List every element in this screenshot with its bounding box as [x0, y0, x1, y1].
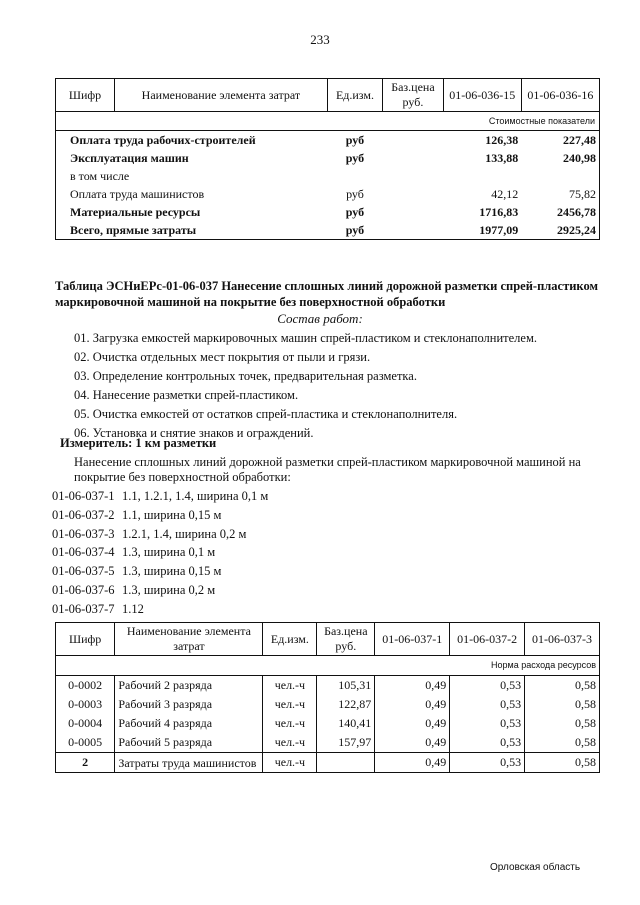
header-unit: Ед.изм.	[327, 79, 382, 112]
table-row	[56, 753, 600, 773]
resource-table	[55, 622, 600, 773]
header-price: Баз.цена руб.	[383, 79, 444, 112]
row-code: 0-0005	[56, 733, 115, 753]
row-value-1: 1977,09	[443, 221, 521, 240]
table-row	[56, 131, 600, 150]
row-value-1: 1716,83	[479, 205, 519, 219]
list-item	[52, 562, 268, 581]
row-unit: чел.-ч	[263, 695, 317, 714]
list-item: 02. Очистка отдельных мест покрытия от пыли и грязи.	[74, 350, 371, 364]
row-value-1: 0,49	[375, 753, 450, 773]
code-text: 1.1, 1.2.1, 1.4, ширина 0,1 м	[122, 489, 269, 503]
row-value-2: 0,53	[450, 676, 525, 696]
header-code: Шифр	[56, 79, 115, 112]
row-unit: чел.-ч	[263, 753, 317, 773]
row-value-2: 240,98	[521, 149, 599, 167]
row-value-2: 2925,24	[521, 221, 599, 240]
row-code: 0-0004	[56, 714, 115, 733]
row-unit: руб	[327, 221, 382, 240]
resource-table-note: Норма расхода ресурсов	[56, 656, 600, 676]
list-item	[52, 543, 268, 562]
header-name: Наименование элемента затрат	[115, 623, 263, 656]
table-row	[56, 676, 600, 696]
row-unit: руб	[345, 151, 365, 165]
section-title: Таблица ЭСНиЕРс-01-06-037 Нанесение сплошных линий дорожной разметки спрей-пластиком маркировочной машиной на покрытие без поверхностной обработки	[55, 279, 598, 309]
code-text: 1.3, ширина 0,1 м	[122, 545, 216, 560]
row-name: Оплата труда машинистов	[56, 185, 328, 203]
row-value-3: 0,58	[525, 676, 600, 696]
code-id: 01-06-037-2	[52, 507, 115, 522]
row-name: в том числе	[56, 167, 328, 185]
code-id: 01-06-037-6	[52, 582, 115, 597]
row-value-1: 0,49	[375, 695, 450, 714]
row-name: Оплата труда рабочих-строителей	[56, 131, 328, 150]
resource-table-note-row	[56, 656, 600, 676]
header-col2: 01-06-036-16	[521, 79, 599, 112]
list-item: 06. Установка и снятие знаков и ограждений.	[74, 426, 314, 440]
list-item	[52, 506, 268, 525]
code-id: 01-06-037-3	[52, 526, 115, 541]
list-item	[52, 525, 268, 544]
row-code: 2	[56, 753, 115, 773]
table-row	[56, 203, 600, 221]
code-text: 1.12	[122, 601, 144, 616]
row-name: Рабочий 5 разряда	[115, 733, 263, 753]
row-value-1	[443, 167, 521, 185]
header-unit: Ед.изм.	[263, 623, 317, 656]
cost-table-header	[56, 79, 600, 112]
code-id: 01-06-037-7	[52, 601, 115, 616]
code-text: 1.2.1, 1.4, ширина 0,2 м	[122, 526, 247, 541]
row-unit: чел.-ч	[263, 733, 317, 753]
row-value-3: 0,58	[525, 733, 600, 753]
row-value-1: 0,49	[375, 733, 450, 753]
list-item	[52, 581, 268, 600]
row-code: 0-0002	[56, 676, 115, 696]
row-unit: чел.-ч	[263, 676, 317, 696]
codes-list	[52, 487, 268, 619]
row-value-2: 0,53	[450, 733, 525, 753]
row-name: Рабочий 2 разряда	[115, 676, 263, 696]
row-name: Рабочий 3 разряда	[115, 695, 263, 714]
table-row	[56, 695, 600, 714]
row-value-2: 0,53	[450, 695, 525, 714]
header-col1: 01-06-037-1	[375, 623, 450, 656]
header-name: Наименование элемента затрат	[115, 79, 328, 112]
code-text: 1.3, ширина 0,15 м	[122, 564, 222, 579]
table-row	[56, 714, 600, 733]
row-price: 140,41	[317, 714, 375, 733]
row-unit: руб	[345, 205, 365, 219]
table-row	[56, 149, 600, 167]
header-code: Шифр	[56, 623, 115, 656]
works-title: Состав работ:	[277, 311, 363, 326]
row-price: 157,97	[317, 733, 375, 753]
row-name: Рабочий 4 разряда	[115, 714, 263, 733]
code-id: 01-06-037-5	[52, 564, 115, 579]
row-value-2: 2456,78	[521, 203, 599, 221]
header-col1: 01-06-036-15	[443, 79, 521, 112]
footer-region: Орловская область	[490, 862, 581, 873]
code-id: 01-06-037-4	[52, 545, 115, 560]
row-value-2: 0,53	[450, 753, 525, 773]
measure-unit: Измеритель: 1 км разметки	[60, 436, 217, 450]
row-value-3: 0,58	[525, 753, 600, 773]
list-item: 01. Загрузка емкостей маркировочных машин спрей-пластиком и стеклонаполнителем.	[74, 331, 538, 345]
row-name: Затраты труда машинистов	[115, 753, 263, 773]
table-row	[56, 167, 600, 185]
row-value-1: 133,88	[485, 151, 519, 165]
table-row	[56, 185, 600, 203]
description: Нанесение сплошных линий дорожной разметки спрей-пластиком маркировочной машиной на покрытие без поверхностной обработки:	[74, 455, 581, 484]
row-name: Эксплуатация машин	[56, 149, 328, 167]
row-name: Всего, прямые затраты	[56, 221, 328, 240]
list-item: 04. Нанесение разметки спрей-пластиком.	[74, 388, 299, 402]
row-name: Материальные ресурсы	[56, 203, 328, 221]
row-value-1: 42,12	[491, 187, 519, 201]
row-value-1: 0,49	[375, 714, 450, 733]
row-value-2	[521, 167, 599, 185]
list-item: 03. Определение контрольных точек, предварительная разметка.	[74, 369, 417, 383]
row-price: 122,87	[317, 695, 375, 714]
row-value-3: 0,58	[525, 714, 600, 733]
row-value-1: 0,49	[375, 676, 450, 696]
works-list	[74, 329, 537, 443]
row-unit: чел.-ч	[263, 714, 317, 733]
header-price: Баз.цена руб.	[317, 623, 375, 656]
code-text: 1.1, ширина 0,15 м	[122, 507, 222, 522]
header-col2: 01-06-037-2	[450, 623, 525, 656]
row-code: 0-0003	[56, 695, 115, 714]
cost-table-note-row	[56, 112, 600, 131]
header-col3: 01-06-037-3	[525, 623, 600, 656]
row-value-1: 126,38	[485, 133, 519, 147]
row-value-3: 0,58	[525, 695, 600, 714]
page-number: 233	[310, 32, 330, 47]
row-value-2: 75,82	[521, 185, 599, 203]
row-unit: руб	[346, 187, 364, 201]
row-price	[317, 753, 375, 773]
code-id: 01-06-037-1	[52, 489, 115, 503]
row-unit	[327, 167, 382, 185]
row-price: 105,31	[317, 676, 375, 696]
list-item: 05. Очистка емкостей от остатков спрей-пластика и стеклонаполнителя.	[74, 407, 458, 421]
cost-table-note: Стоимостные показатели	[56, 112, 600, 131]
resource-table-header	[56, 623, 600, 656]
code-text: 1.3, ширина 0,2 м	[122, 582, 216, 597]
row-value-2: 0,53	[450, 714, 525, 733]
list-item	[52, 600, 268, 619]
table-row	[56, 733, 600, 753]
table-row	[56, 221, 600, 240]
cost-table	[55, 78, 600, 240]
row-unit: руб	[345, 133, 365, 147]
row-value-2: 227,48	[521, 131, 599, 150]
list-item	[52, 487, 268, 506]
